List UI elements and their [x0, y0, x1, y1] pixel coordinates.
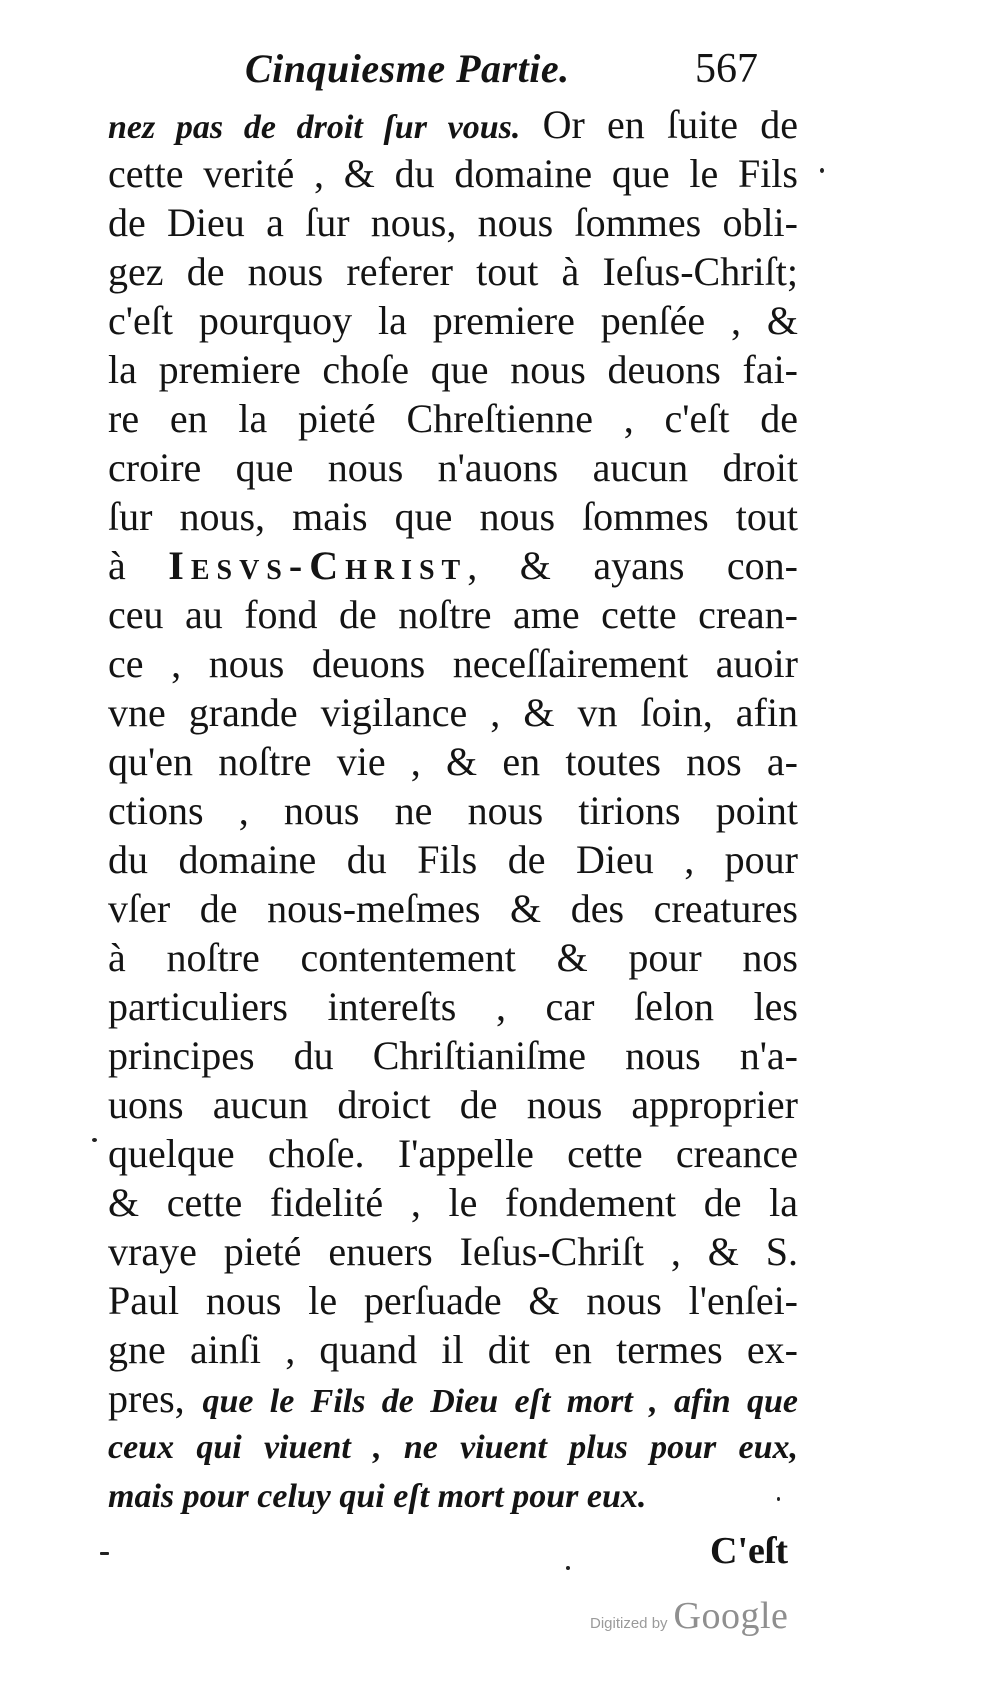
text-line: principes du Chriſtianiſme nous n'a-: [108, 1033, 798, 1078]
text-line: ce , nous deuons neceſſairement auoir: [108, 641, 798, 686]
ink-speck: [100, 1552, 109, 1555]
text-line: vne grande vigilance , & vn ſoin, afin: [108, 690, 798, 735]
text-line: Paul nous le perſuade & nous l'enſei-: [108, 1278, 798, 1323]
text-line: gez de nous referer tout à Ieſus-Chriſt;: [108, 249, 798, 294]
text-line: croire que nous n'auons aucun droit: [108, 445, 798, 490]
text-line: & cette fidelité , le fondement de la: [108, 1180, 798, 1225]
ink-speck: [777, 1497, 780, 1501]
text-line: de Dieu a ſur nous, nous ſommes obli-: [108, 200, 798, 245]
catchword: C'eſt: [710, 1530, 789, 1572]
text-line: vſer de nous-meſmes & des creatures: [108, 886, 798, 931]
google-wordmark: Google: [673, 1595, 789, 1637]
italic-quote: que le Fils de Dieu eſt mort , afin que: [202, 1383, 798, 1420]
text-segment: , & ayans con-: [467, 543, 798, 588]
text-line: c'eſt pourquoy la premiere penſée , &: [108, 298, 798, 343]
text-line: vraye pieté enuers Ieſus-Chriſt , & S.: [108, 1229, 798, 1274]
text-line: gne ainſi , quand il dit en termes ex-: [108, 1327, 798, 1372]
text-line: du domaine du Fils de Dieu , pour: [108, 837, 798, 882]
text-line: [108, 1374, 798, 1423]
text-line: [108, 100, 798, 149]
running-title: Cinquiesme Partie.: [245, 46, 570, 91]
digitized-by-google-watermark: [590, 1594, 789, 1637]
text-line: la premiere choſe que nous deuons fai-: [108, 347, 798, 392]
text-line: uons aucun droict de nous approprier: [108, 1082, 798, 1127]
text-line: cette verité , & du domaine que le Fils: [108, 151, 798, 196]
page-number: 567: [695, 46, 758, 92]
text-line: [108, 541, 798, 590]
italic-quote: nez pas de droit ſur vous.: [108, 109, 521, 146]
text-line: qu'en noſtre vie , & en toutes nos a-: [108, 739, 798, 784]
text-line: ctions , nous ne nous tirions point: [108, 788, 798, 833]
text-line: ſur nous, mais que nous ſommes tout: [108, 494, 798, 539]
italic-quote-line: mais pour celuy qui eſt mort pour eux.: [108, 1478, 647, 1515]
ink-speck: [566, 1566, 570, 1570]
italic-quote-line: ceux qui viuent , ne viuent plus pour eux,: [108, 1429, 798, 1466]
text-segment: Or en ſuite de: [520, 102, 799, 147]
text-line: quelque choſe. I'appelle cette creance: [108, 1131, 798, 1176]
text-line: à noſtre contentement & pour nos: [108, 935, 798, 980]
body-text: [108, 100, 798, 1521]
text-segment: à: [108, 543, 169, 588]
small-caps-name: Iesvs-Christ: [168, 543, 468, 588]
text-line: re en la pieté Chreſtienne , c'eſt de: [108, 396, 798, 441]
text-line: particuliers intereſts , car ſelon les: [108, 984, 798, 1029]
running-head: [245, 44, 790, 94]
ink-speck: [820, 168, 824, 173]
watermark-prefix: Digitized by: [590, 1615, 668, 1632]
ink-speck: [92, 1138, 97, 1142]
text-line: ceu au fond de noſtre ame cette crean-: [108, 592, 798, 637]
text-segment: pres,: [108, 1376, 203, 1421]
